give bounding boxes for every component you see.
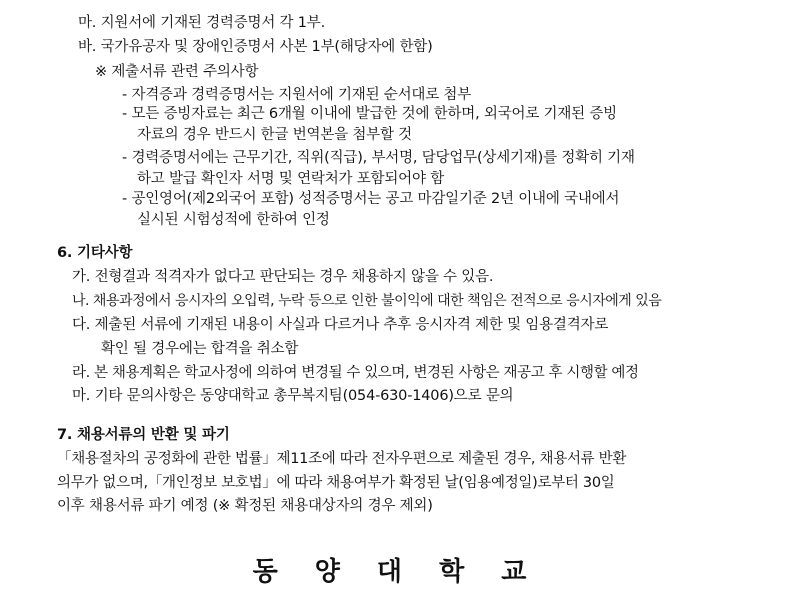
section-6-item-na: 나. 채용과정에서 응시자의 오입력, 누락 등으로 인한 불이익에 대한 책임은 전적으로 응시자에게 있음 [72,293,662,309]
section-6-item-da-line-1: 다. 제출된 서류에 기재된 내용이 사실과 다르거나 추후 응시자격 제한 및 임용결격자로 [72,317,609,333]
section-7-line-3: 이후 채용서류 파기 예정 (※ 확정된 채용대상자의 경우 제외) [57,498,433,514]
note-2-line-1: - 모든 증빙자료는 최근 6개월 이내에 발급한 것에 한하며, 외국어로 기재된 증빙 [122,106,617,122]
note-3-line-2: 하고 발급 확인자 서명 및 연락처가 포함되어야 함 [137,171,445,187]
note-1: - 자격증과 경력증명서는 지원서에 기재된 순서대로 첨부 [122,87,472,103]
section-6-item-ma: 마. 기타 문의사항은 동양대학교 총무복지팀(054-630-1406)으로 문의 [72,388,514,404]
item-ma: 마. 지원서에 기재된 경력증명서 각 1부. [78,15,325,31]
note-2-line-2: 자료의 경우 반드시 한글 번역본을 첨부할 것 [137,127,412,143]
section-7-heading: 7. 채용서류의 반환 및 파기 [57,427,230,443]
note-3-line-1: - 경력증명서에는 근무기간, 직위(직급), 부서명, 담당업무(상세기재)를 정확히 기재 [122,150,635,166]
section-6-item-da-line-2: 확인 될 경우에는 합격을 취소함 [101,341,299,357]
section-6-item-ra: 라. 본 채용계획은 학교사정에 의하여 변경될 수 있으며, 변경된 사항은 재공고 후 시행할 예정 [72,365,639,381]
section-7-line-2: 의무가 없으며,「개인정보 보호법」에 따라 채용여부가 확정된 날(임용예정일)로부터 30일 [57,475,615,491]
note-4-line-1: - 공인영어(제2외국어 포함) 성적증명서는 공고 마감일기준 2년 이내에 국내에서 [122,191,620,207]
section-7-line-1: 「채용절차의 공정화에 관한 법률」제11조에 따라 전자우편으로 제출된 경우, 채용서류 반환 [57,451,627,467]
institution-name: 동 양 대 학 교 [252,557,541,587]
section-6-heading: 6. 기타사항 [57,245,133,261]
section-6-item-ga: 가. 전형결과 적격자가 없다고 판단되는 경우 채용하지 않을 수 있음. [72,269,494,285]
notes-title: ※ 제출서류 관련 주의사항 [95,64,259,80]
note-4-line-2: 실시된 시험성적에 한하여 인정 [137,212,330,228]
item-ba: 바. 국가유공자 및 장애인증명서 사본 1부(해당자에 한함) [78,39,433,55]
